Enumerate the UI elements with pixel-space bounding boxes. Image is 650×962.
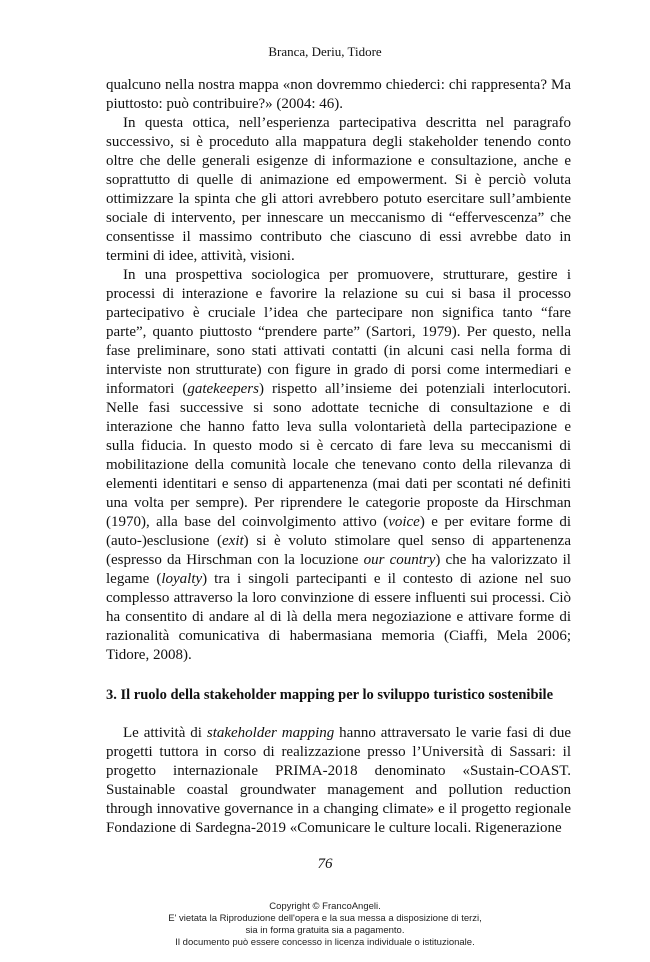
section-heading: 3. Il ruolo della stakeholder mapping per lo sviluppo turistico sostenibile [106,687,554,703]
running-head: Branca, Deriu, Tidore [268,44,382,59]
text-run: ) e per evitare forme di (auto-)esclusione ( [106,514,572,549]
text-run: ) rispetto all’insieme dei potenziali interlocutori. Nelle fasi successive si sono adottate tecniche di consultazione e di interazione che hanno fatto leva sulla volontarietà della partecipazione e sulla fiducia. In questo modo si è cercato di fare leva su meccanismi di mobilitazione della comunità locale che tenevano conto della rilevanza di elementi identitari e senso di appartenenza (mai dati per scontati né definiti una volta per sempre). Per riprendere le categorie proposte da Hirschman (1970), alla base del coinvolgimento attivo ( [106,381,571,530]
paragraph [106,266,571,665]
italic-term: voice [388,514,420,530]
text-run: ) tra i singoli partecipanti e il contesto di azione nel suo complesso attraverso la loro convinzione di essere influenti sui processi. Ciò ha consentito di andare al di là della mera negoziazione e attivare forme di razionalità comunicativa di habermasiana memoria (Ciaffi, Mela 2006; Tidore, 2008). [106,571,571,663]
text-run: ) si è voluto stimolare quel senso di appartenenza (espresso da Hirschman con la locuzione [106,533,571,568]
text-run: qualcuno nella nostra mappa «non dovremmo chiederci: chi rappresenta? Ma piuttosto: può contribuire?» (2004: 46). [106,77,571,112]
text-run: ) che ha valorizzato il legame ( [106,552,571,587]
paragraph [106,76,571,114]
section-paragraph [106,724,571,838]
italic-term: our country [363,552,436,568]
copyright-notice [0,901,650,949]
page-number: 76 [317,856,333,872]
copyright-line: Copyright © FrancoAngeli. [269,901,381,912]
italic-term: exit [222,533,244,549]
text-run: Le attività di [123,725,207,741]
paragraph [106,114,571,266]
text-run: hanno attraversato le varie fasi di due progetti tuttora in corso di realizzazione presso l’Università di Sassari: il progetto internazionale PRIMA-2018 denominato «Sustain-COAST. Sustainable coastal groundwater management and pollution reduction through innovative governance in a changing climate» e il progetto regionale Fondazione di Sardegna-2019 «Comunicare le culture locali. Rigenerazione [106,725,571,836]
italic-term: gatekeepers [187,381,259,397]
italic-term: loyalty [161,571,203,587]
body-text [106,76,571,665]
copyright-line: Il documento può essere concesso in licenza individuale o istituzionale. [175,937,475,948]
italic-term: stakeholder mapping [206,725,335,741]
text-run: In una prospettiva sociologica per promuovere, strutturare, gestire i processi di interazione e favorire la relazione su cui si basa il processo partecipativo è cruciale l’idea che partecipare non significa tanto “fare parte”, quanto piuttosto “prendere parte” (Sartori, 1979). Per questo, nella fase preliminare, sono stati attivati contatti (in alcuni casi nella forma di interviste non strutturate) con figure in grado di porsi come intermediari e informatori ( [106,267,571,397]
copyright-line: E' vietata la Riproduzione dell'opera e la sua messa a disposizione di terzi, [168,913,482,924]
text-run: In questa ottica, nell’esperienza partecipativa descritta nel paragrafo successivo, si è proceduto alla mappatura degli stakeholder tenendo conto oltre che delle generali esigenze di informazione e consultazione, anche e soprattutto di quelle di animazione ed empowerment. Si è perciò voluta ottimizzare la spinta che gli attori avrebbero potuto esercitare sull’ambiente sociale di intervento, per innescare un meccanismo di “effervescenza” che consentisse il massimo contributo che ciascuno di essi avrebbe dato in termini di idee, attività, visioni. [106,115,571,264]
copyright-line: sia in forma gratuita sia a pagamento. [245,925,405,936]
